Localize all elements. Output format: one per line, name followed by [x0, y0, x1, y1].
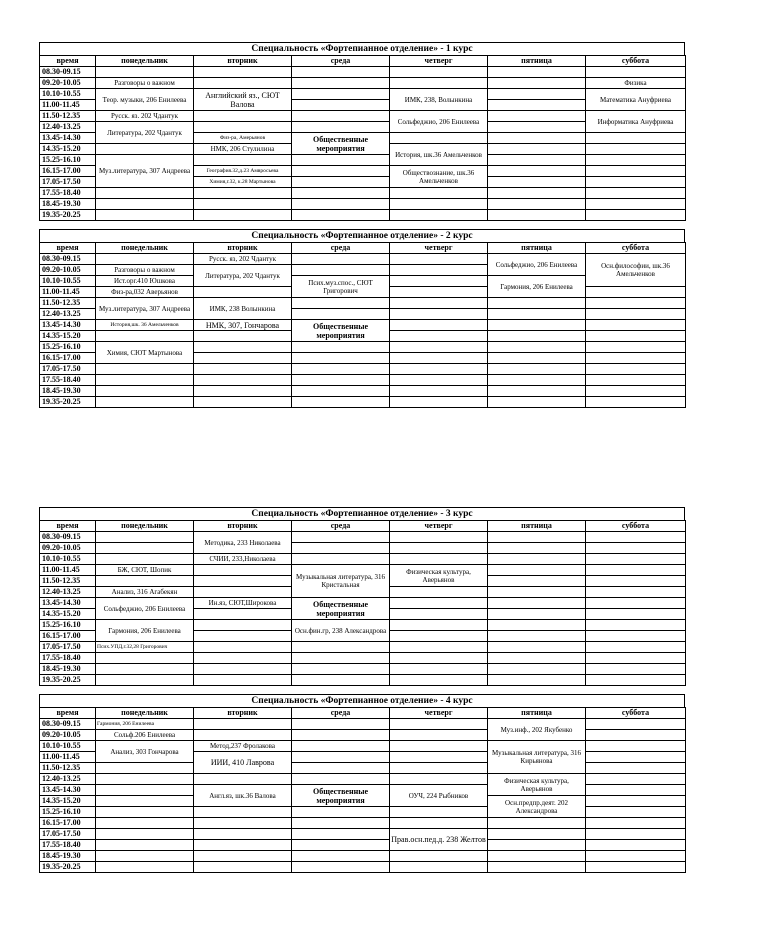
- schedule-title: Специальность «Фортепианное отделение» - 3 курс: [39, 507, 685, 520]
- lesson-cell: История,шк. 36 Амельченков: [96, 320, 194, 331]
- lesson-cell: Разговоры о важном: [96, 265, 194, 276]
- time-slot: 14.35-15.20: [40, 331, 96, 342]
- lesson-cell: Метод,237 Фролакова: [194, 741, 292, 752]
- header-saturday: суббота: [586, 521, 686, 532]
- time-slot: 19.35-20.25: [40, 862, 96, 873]
- time-slot: 08.30-09.15: [40, 254, 96, 265]
- time-slot: 14.35-15.20: [40, 609, 96, 620]
- lesson-cell: Англ.яз, шк.36 Валова: [194, 785, 292, 807]
- time-slot: 17.05-17.50: [40, 177, 96, 188]
- lesson-cell: Физ-ра,032 Аверьянов: [96, 287, 194, 298]
- lesson-cell: Математика Ануфриева: [586, 89, 686, 111]
- header-tuesday: вторник: [194, 56, 292, 67]
- time-slot: 12.40-13.25: [40, 587, 96, 598]
- schedule-course-3: [39, 507, 685, 686]
- lesson-cell: ИМК, 238 Волынкина: [194, 298, 292, 320]
- time-slot: 11.00-11.45: [40, 565, 96, 576]
- lesson-cell: Физ-ра, Амерьянов: [194, 133, 292, 144]
- lesson-cell: ИМК, 238, Волынкина: [390, 89, 488, 111]
- lesson-cell: Русск. яз, 202 Чдантук: [194, 254, 292, 265]
- time-slot: 15.25-16.10: [40, 807, 96, 818]
- schedule-course-1: [39, 42, 685, 221]
- header-monday: понедельник: [96, 243, 194, 254]
- lesson-cell: Псих.УПД,г.32,28 Григорович: [96, 642, 194, 653]
- lesson-cell: Информатика Ануфриева: [586, 111, 686, 133]
- time-slot: 16.15-17.00: [40, 166, 96, 177]
- lesson-cell: История, шк.36 Амельченков: [390, 144, 488, 166]
- lesson-cell: Гармония, 206 Енилеева: [96, 620, 194, 642]
- time-slot: 10.10-10.55: [40, 741, 96, 752]
- header-wednesday: среда: [292, 521, 390, 532]
- time-slot: 16.15-17.00: [40, 631, 96, 642]
- lesson-cell: Муз.литература, 307 Андреева: [96, 298, 194, 320]
- lesson-cell: Литература, 202 Чдантук: [96, 122, 194, 144]
- time-slot: 13.45-14.30: [40, 785, 96, 796]
- lesson-cell: Сольфеджио, 206 Енилеева: [96, 598, 194, 620]
- lesson-cell: Осн.предпр.деят. 202 Александрова: [488, 796, 586, 818]
- time-slot: 09.20-10.05: [40, 543, 96, 554]
- header-wednesday: среда: [292, 243, 390, 254]
- lesson-cell: Осн.фин.гр, 238 Александрова: [292, 620, 390, 642]
- lesson-cell: Псих.муз.спос., СЮТ Григорович: [292, 276, 390, 298]
- lesson-cell: Сольф.206 Енилеева: [96, 730, 194, 741]
- header-time: время: [40, 521, 96, 532]
- header-tuesday: вторник: [194, 708, 292, 719]
- lesson-cell: Муз.литература, 307 Андреева: [96, 155, 194, 188]
- time-slot: 13.45-14.30: [40, 320, 96, 331]
- lesson-cell: ИИИ, 410 Лаврова: [194, 752, 292, 774]
- time-slot: 11.50-12.35: [40, 111, 96, 122]
- time-slot: 14.35-15.20: [40, 144, 96, 155]
- lesson-cell: Физика: [586, 78, 686, 89]
- lesson-cell: Английский яз., СЮТ Валова: [194, 89, 292, 111]
- time-slot: 11.00-11.45: [40, 100, 96, 111]
- time-slot: 17.05-17.50: [40, 364, 96, 375]
- time-slot: 15.25-16.10: [40, 620, 96, 631]
- lesson-cell: Сольфеджио, 206 Енилеева: [390, 111, 488, 133]
- lesson-cell: Методика, 233 Николаева: [194, 532, 292, 554]
- time-slot: 10.10-10.55: [40, 276, 96, 287]
- time-slot: 18.45-19.30: [40, 851, 96, 862]
- time-slot: 09.20-10.05: [40, 265, 96, 276]
- time-slot: 13.45-14.30: [40, 133, 96, 144]
- time-slot: 19.35-20.25: [40, 210, 96, 221]
- header-monday: понедельник: [96, 56, 194, 67]
- time-slot: 11.50-12.35: [40, 763, 96, 774]
- header-friday: пятница: [488, 243, 586, 254]
- lesson-cell: Музыкальная литература, 316 Кирьянова: [488, 741, 586, 774]
- schedule-title: Специальность «Фортепианное отделение» - 2 курс: [39, 229, 685, 242]
- lesson-cell: Гармония, 206 Енилеева: [488, 276, 586, 298]
- lesson-cell: Прав.осн.пед.д. 238 Желтов: [390, 829, 488, 851]
- schedule-title: Специальность «Фортепианное отделение» - 4 курс: [39, 694, 685, 707]
- time-slot: 15.25-16.10: [40, 155, 96, 166]
- time-slot: 16.15-17.00: [40, 353, 96, 364]
- time-slot: 19.35-20.25: [40, 675, 96, 686]
- lesson-cell: СЧИИ, 233,Николаева: [194, 554, 292, 565]
- header-thursday: четверг: [390, 56, 488, 67]
- time-slot: 18.45-19.30: [40, 386, 96, 397]
- time-slot: 08.30-09.15: [40, 67, 96, 78]
- lesson-cell: Литература, 202 Чдантук: [194, 265, 292, 287]
- lesson-cell: Анализ, 316 Агабекян: [96, 587, 194, 598]
- header-saturday: суббота: [586, 708, 686, 719]
- header-time: время: [40, 56, 96, 67]
- lesson-cell: Ист.орг.410 Юшкова: [96, 276, 194, 287]
- lesson-cell: ОУЧ, 224 Рыбников: [390, 785, 488, 807]
- header-tuesday: вторник: [194, 521, 292, 532]
- header-time: время: [40, 243, 96, 254]
- header-friday: пятница: [488, 708, 586, 719]
- time-slot: 17.55-18.40: [40, 375, 96, 386]
- lesson-cell: Осн.философии, шк.36 Амельченков: [586, 254, 686, 287]
- header-thursday: четверг: [390, 708, 488, 719]
- lesson-cell: Сольфеджио, 206 Енилеева: [488, 254, 586, 276]
- lesson-cell: БЖ, СЮТ, Шопик: [96, 565, 194, 576]
- lesson-cell: Гармония, 206 Енилеева: [96, 719, 194, 730]
- header-wednesday: среда: [292, 56, 390, 67]
- lesson-cell: Ин.яз, СЮТ,Широкова: [194, 598, 292, 609]
- header-monday: понедельник: [96, 708, 194, 719]
- time-slot: 13.45-14.30: [40, 598, 96, 609]
- lesson-cell: Разговоры о важном: [96, 78, 194, 89]
- time-slot: 18.45-19.30: [40, 664, 96, 675]
- lesson-cell: Химия,г.32, к.28 Мартынова: [194, 177, 292, 188]
- lesson-cell: Обществознание, шк.36 Амельченков: [390, 166, 488, 188]
- lesson-cell: Общественные мероприятия: [292, 785, 390, 807]
- time-slot: 14.35-15.20: [40, 796, 96, 807]
- header-friday: пятница: [488, 56, 586, 67]
- time-slot: 17.55-18.40: [40, 188, 96, 199]
- time-slot: 18.45-19.30: [40, 199, 96, 210]
- lesson-cell: География.32,д.23 Амвросьева: [194, 166, 292, 177]
- header-thursday: четверг: [390, 521, 488, 532]
- lesson-cell: НМК, 307, Гончарова: [194, 320, 292, 331]
- time-slot: 12.40-13.25: [40, 309, 96, 320]
- header-tuesday: вторник: [194, 243, 292, 254]
- header-wednesday: среда: [292, 708, 390, 719]
- header-friday: пятница: [488, 521, 586, 532]
- time-slot: 11.00-11.45: [40, 287, 96, 298]
- lesson-cell: Общественные мероприятия: [292, 133, 390, 155]
- lesson-cell: Общественные мероприятия: [292, 598, 390, 620]
- lesson-cell: Муз.инф., 202 Якубенко: [488, 719, 586, 741]
- time-slot: 10.10-10.55: [40, 89, 96, 100]
- lesson-cell: Музыкальная литература, 316 Кристальная: [292, 565, 390, 598]
- schedule-course-2: [39, 229, 685, 408]
- lesson-cell: Физическая культура, Аверьянов: [390, 565, 488, 587]
- time-slot: 16.15-17.00: [40, 818, 96, 829]
- header-monday: понедельник: [96, 521, 194, 532]
- time-slot: 08.30-09.15: [40, 719, 96, 730]
- time-slot: 17.55-18.40: [40, 653, 96, 664]
- time-slot: 15.25-16.10: [40, 342, 96, 353]
- time-slot: 12.40-13.25: [40, 122, 96, 133]
- lesson-cell: Общественные мероприятия: [292, 320, 390, 342]
- time-slot: 11.00-11.45: [40, 752, 96, 763]
- header-thursday: четверг: [390, 243, 488, 254]
- time-slot: 17.05-17.50: [40, 829, 96, 840]
- time-slot: 19.35-20.25: [40, 397, 96, 408]
- time-slot: 17.55-18.40: [40, 840, 96, 851]
- lesson-cell: НМК, 206 Стулилина: [194, 144, 292, 155]
- schedule-course-4: [39, 694, 685, 873]
- header-saturday: суббота: [586, 56, 686, 67]
- header-saturday: суббота: [586, 243, 686, 254]
- time-slot: 12.40-13.25: [40, 774, 96, 785]
- lesson-cell: Химия, СЮТ Мартынова: [96, 342, 194, 364]
- time-slot: 08.30-09.15: [40, 532, 96, 543]
- time-slot: 09.20-10.05: [40, 78, 96, 89]
- schedule-title: Специальность «Фортепианное отделение» - 1 курс: [39, 42, 685, 55]
- time-slot: 17.05-17.50: [40, 642, 96, 653]
- lesson-cell: Русск. яз. 202 Чдантук: [96, 111, 194, 122]
- lesson-cell: Теор. музыки, 206 Енилеева: [96, 89, 194, 111]
- time-slot: 10.10-10.55: [40, 554, 96, 565]
- time-slot: 11.50-12.35: [40, 576, 96, 587]
- time-slot: 09.20-10.05: [40, 730, 96, 741]
- header-time: время: [40, 708, 96, 719]
- lesson-cell: Физическая культура, Аверьянов: [488, 774, 586, 796]
- time-slot: 11.50-12.35: [40, 298, 96, 309]
- lesson-cell: Анализ, 303 Гончарова: [96, 741, 194, 763]
